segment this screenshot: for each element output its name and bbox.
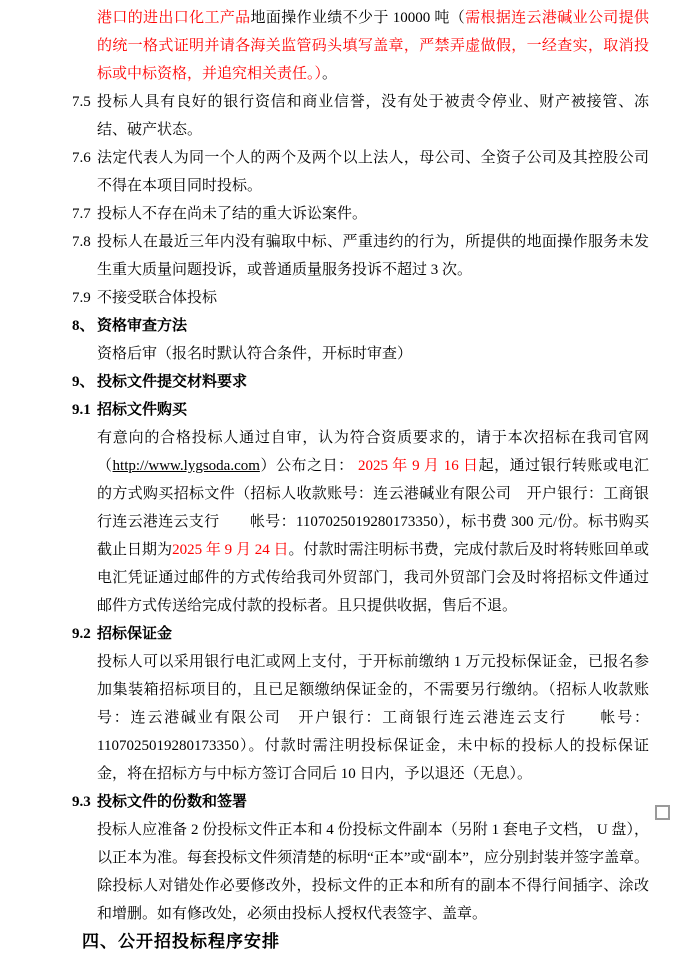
empty-checkbox-icon (655, 805, 670, 820)
para-text: 。付款时需注明标书费，完成付款后及时将转账回单或电汇凭证通过邮件的方式传给我司外贸部门，我司外贸部门会及时将招标文件通过邮件方式传送给完成付款的投标者。且只提供收据，售后不退。 (97, 542, 649, 614)
clause-number: 7.6 (72, 150, 91, 166)
clause-number: 7.8 (72, 234, 91, 250)
clause-7-9 (72, 284, 649, 312)
section-title: 招标文件购买 (97, 402, 188, 418)
clause-text: 投标人不存在尚未了结的重大诉讼案件。 (97, 206, 368, 222)
section-9-1-heading (72, 396, 649, 424)
section-number: 9.1 (72, 402, 91, 418)
section-8-heading (72, 312, 649, 340)
section-number: 9、 (72, 374, 95, 390)
clause-number: 7.5 (72, 94, 91, 110)
clause-text: 投标人在最近三年内没有骗取中标、严重违约的行为，所提供的地面操作服务未发生重大质量问题投诉，或普通质量服务投诉不超过 3 次。 (97, 234, 649, 278)
section-number: 9.2 (72, 626, 91, 642)
section-8-note: 资格后审（报名时默认符合条件，开标时审查） (97, 346, 413, 362)
intro-paragraph (97, 4, 649, 88)
para-text: 起，通过银行转账或电汇的方式购买招标文件（招标人收款账号：连云港碱业有限公司 开户银行：工商银行连云港连云支行 帐号：1107025019280173350），标书费 300 元/份。标书购买截止日期为 (97, 458, 649, 558)
section-title: 投标文件的份数和签署 (97, 794, 248, 810)
purchase-deadline-date: 2025 年 9 月 24 日 (172, 542, 289, 558)
clause-7-8 (72, 228, 649, 284)
intro-black-mid: 地面操作业绩不少于 10000 吨（ (250, 10, 466, 26)
section-9-1-paragraph (97, 424, 649, 620)
intro-red-warning: 需根据连云港碱业公司提供的统一格式证明并请各海关监管码头填写盖章，严禁弄虚做假，一经查实，取消投标或中标资格，并追究相关责任。） (97, 10, 649, 82)
section-title: 招标保证金 (97, 626, 173, 642)
intro-red-lead: 港口的进出口化工产品 (97, 10, 251, 26)
section-9-2-heading (72, 620, 649, 648)
section-number: 8、 (72, 318, 95, 334)
clause-text: 投标人具有良好的银行资信和商业信誉，没有处于被责令停业、财产被接管、冻结、破产状态。 (97, 94, 649, 138)
website-link[interactable]: http://www.lygsoda.com (112, 458, 260, 474)
section-9-3-heading (72, 788, 649, 816)
section-title: 资格审查方法 (97, 318, 188, 334)
clause-number: 7.9 (72, 290, 91, 306)
intro-black-tail: 。 (322, 66, 338, 82)
clause-7-5 (72, 88, 649, 144)
section-title: 投标文件提交材料要求 (97, 374, 248, 390)
clause-number: 7.7 (72, 206, 91, 222)
publish-date: 2025 年 9 月 16 日 (357, 458, 479, 474)
section-9-3-paragraph: 投标人应准备 2 份投标文件正本和 4 份投标文件副本（另附 1 套电子文档， U 盘），以正本为准。每套投标文件须清楚的标明“正本”或“副本”，应分别封装并签字盖章。除投标人对错处作必要修改外，投标文件的正本和所有的副本不得行间插字、涂改和增删。如有修改处，必须由投标人授权代表签字、盖章。 (97, 822, 649, 922)
section-9-heading (72, 368, 649, 396)
clause-7-6 (72, 144, 649, 200)
para-text: ）公布之日： (259, 458, 358, 474)
para-text: 有意向的合格投标人通过自审，认为符合资质要求的，请于本次招标在我司官网（ (97, 430, 649, 474)
clause-7-7 (72, 200, 649, 228)
section-9-2-paragraph: 投标人可以采用银行电汇或网上支付，于开标前缴纳 1 万元投标保证金，已报名参加集装箱招标项目的，且已足额缴纳保证金的，不需要另行缴纳。（招标人收款账号：连云港碱业有限公司 开户银行：工商银行连云港连云支行 帐号：1107025019280173350）。付款时需注明投标保证金，未中标的投标人的投标保证金，将在招标方与中标方签订合同后 10 日内，予以退还（无息）。 (97, 654, 649, 782)
clause-text: 不接受联合体投标 (97, 290, 218, 306)
clause-text: 法定代表人为同一个人的两个及两个以上法人，母公司、全资子公司及其控股公司不得在本项目同时投标。 (97, 150, 649, 194)
chapter-4-heading: 四、公开招投标程序安排 (82, 932, 280, 951)
section-number: 9.3 (72, 794, 91, 810)
